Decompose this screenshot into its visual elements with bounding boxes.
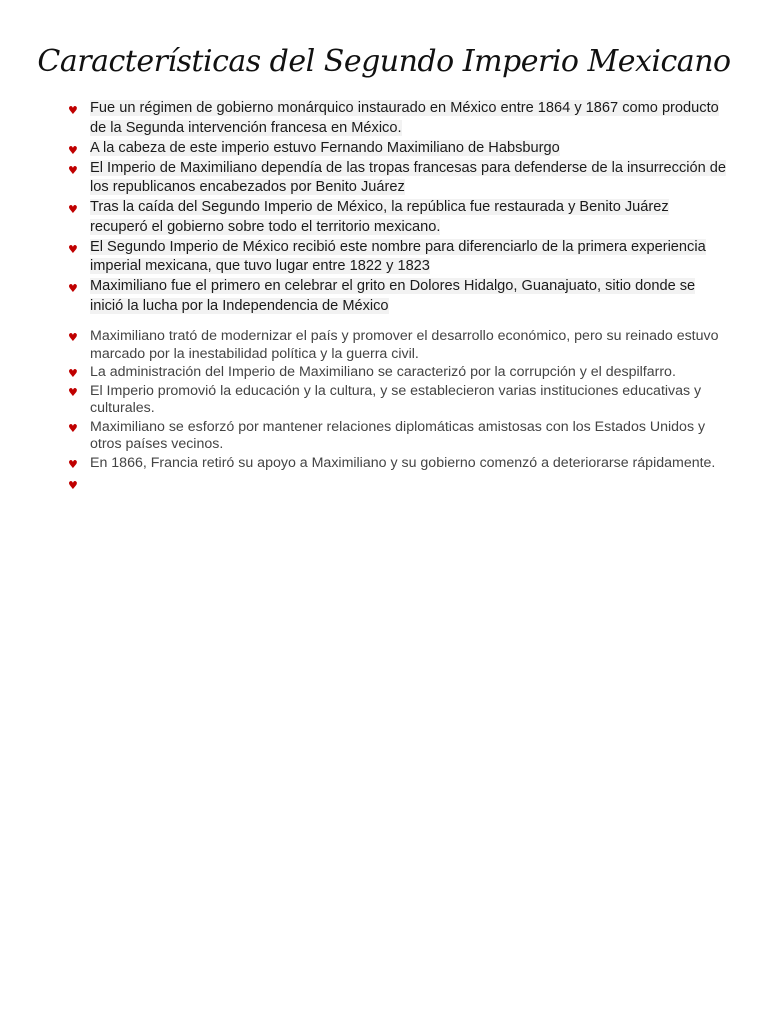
list-item-text: A la cabeza de este imperio estuvo Fernando Maximiliano de Habsburgo	[90, 139, 560, 156]
list-item-text: La administración del Imperio de Maximiliano se caracterizó por la corrupción y el despilfarro.	[90, 364, 676, 380]
heart-bullet-icon: ♥	[68, 479, 78, 492]
list-item	[68, 139, 728, 159]
list-item	[68, 277, 728, 316]
list-item	[68, 159, 728, 198]
heart-bullet-icon: ♥	[68, 163, 78, 177]
heart-bullet-icon: ♥	[68, 421, 78, 435]
heart-bullet-icon: ♥	[68, 282, 78, 295]
list-item	[68, 198, 728, 237]
heart-bullet-icon: ♥	[68, 385, 78, 399]
list-item-text: El Imperio de Maximiliano dependía de las tropas francesas para defenderse de la insurrección de los republicanos encabezados por Benito Juárez	[90, 159, 727, 195]
heart-bullet-icon: ♥	[68, 143, 78, 157]
empty-list-item	[68, 476, 728, 496]
list-item	[68, 99, 728, 138]
heart-bullet-icon: ♥	[68, 457, 78, 471]
characteristics-list-secondary	[68, 328, 728, 497]
page-title: Características del Segundo Imperio Mexicano	[37, 44, 731, 79]
list-item	[68, 328, 728, 363]
list-item	[68, 383, 728, 418]
list-item-text: En 1866, Francia retiró su apoyo a Maximiliano y su gobierno comenzó a deteriorarse rápidamente.	[90, 454, 716, 471]
list-item-text: Maximiliano trató de modernizar el país y promover el desarrollo económico, pero su reinado estuvo marcado por la inestabilidad política y la guerra civil.	[90, 328, 719, 362]
list-item	[68, 455, 728, 473]
list-item	[68, 364, 728, 382]
heart-bullet-icon: ♥	[68, 203, 78, 216]
characteristics-list-primary	[68, 99, 728, 317]
list-item-text: Maximiliano se esforzó por mantener relaciones diplomáticas amistosas con los Estados Unidos y otros países vecinos.	[90, 418, 706, 452]
list-item-text: El Segundo Imperio de México recibió este nombre para diferenciarlo de la primera experiencia imperial mexicana, que tuvo lugar entre 1822 y 1823	[90, 238, 706, 274]
list-item-text: El Imperio promovió la educación y la cultura, y se establecieron varias instituciones educativas y culturales.	[90, 382, 702, 416]
heart-bullet-icon: ♥	[68, 242, 78, 256]
heart-bullet-icon: ♥	[68, 331, 78, 344]
list-item	[68, 419, 728, 454]
list-item	[68, 238, 728, 277]
heart-bullet-icon: ♥	[68, 104, 78, 117]
list-item-text: Maximiliano fue el primero en celebrar el grito en Dolores Hidalgo, Guanajuato, sitio donde se inició la lucha por la Independencia de México	[90, 278, 696, 314]
list-item-text: Fue un régimen de gobierno monárquico instaurado en México entre 1864 y 1867 como producto de la Segunda intervención francesa en México.	[90, 100, 719, 136]
list-item-text: Tras la caída del Segundo Imperio de México, la república fue restaurada y Benito Juárez recuperó el gobierno sobre todo el territorio mexicano.	[90, 199, 669, 235]
heart-bullet-icon: ♥	[68, 367, 78, 380]
